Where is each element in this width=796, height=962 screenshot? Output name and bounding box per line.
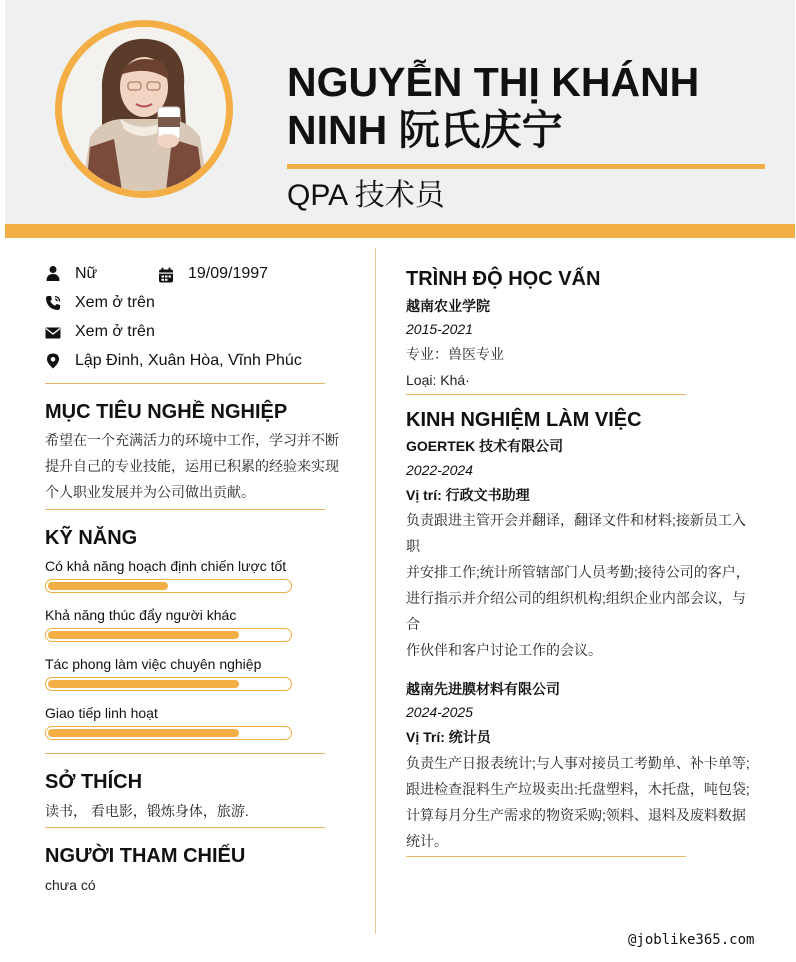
candidate-name: NGUYỄN THỊ KHÁNH NINH 阮氏庆宁 <box>287 59 700 153</box>
section-divider <box>45 753 325 754</box>
profile-photo-illustration <box>62 27 226 191</box>
job-years: 2024-2025 <box>406 704 473 720</box>
education-grade: Loại: Khá· <box>406 372 470 388</box>
skill-bar <box>45 628 292 642</box>
skill-label: Khả năng thúc đẩy người khác <box>45 607 237 623</box>
hobbies-text: 读书， 看电影，锻炼身体，旅游. <box>45 803 249 819</box>
email-value: Xem ở trên <box>75 323 155 340</box>
job-company: GOERTEK 技术有限公司 <box>406 438 564 454</box>
job-description-line: 计算每月分生产需求的物资采购;领料、退料及废料数据 <box>406 807 746 823</box>
location-pin-icon <box>45 353 61 369</box>
objective-title: MỤC TIÊU NGHỀ NGHIỆP <box>45 401 288 423</box>
objective-line: 个人职业发展并为公司做出贡献。 <box>45 484 255 500</box>
job-description-line: 进行指示并介绍公司的组织机构;组织企业内部会议，与 <box>406 590 746 606</box>
experience-title: KINH NGHIỆM LÀM VIỆC <box>406 409 642 431</box>
section-divider <box>45 827 325 828</box>
section-divider <box>406 394 686 395</box>
education-years: 2015-2021 <box>406 321 473 337</box>
calendar-icon <box>158 267 174 283</box>
job-position <box>406 727 491 747</box>
skill-bar-fill <box>48 631 239 639</box>
references-title: NGƯỜI THAM CHIẾU <box>45 845 246 867</box>
watermark: @joblike365.com <box>628 932 755 948</box>
gender-value: Nữ <box>75 265 98 282</box>
job-description <box>406 750 766 854</box>
section-divider <box>45 509 325 510</box>
job-description-line: 统计。 <box>406 833 448 849</box>
job-description-line: 职 <box>406 538 420 554</box>
objective-line: 提升自己的专业技能，运用已积累的经验来实现 <box>45 458 339 474</box>
education-title: TRÌNH ĐỘ HỌC VẤN <box>406 268 601 290</box>
job-position <box>406 485 530 505</box>
skill-bar <box>45 726 292 740</box>
job-position-label: Vị trí: <box>406 487 442 503</box>
job-description-line: 负责生产日报表统计;与人事对接员工考勤单、补卡单等; <box>406 755 750 771</box>
section-divider <box>45 383 325 384</box>
skill-bar <box>45 579 292 593</box>
job-position-value: 行政文书助理 <box>445 487 530 503</box>
job-title: QPA 技术员 <box>287 179 445 212</box>
user-icon <box>45 265 61 281</box>
job-description-line: 跟进检查混料生产垃圾卖出:托盘塑料，木托盘，吨包袋; <box>406 781 750 797</box>
hobbies-title: SỞ THÍCH <box>45 771 143 793</box>
name-underline <box>287 164 765 169</box>
references-text: chưa có <box>45 877 96 893</box>
education-school: 越南农业学院 <box>406 298 490 314</box>
header-accent-bar <box>5 224 795 238</box>
job-position-value: 统计员 <box>448 729 491 745</box>
job-description-line: 合 <box>406 616 420 632</box>
objective-line: 希望在一个充满活力的环境中工作，学习并不断 <box>45 432 339 448</box>
envelope-icon <box>45 325 61 341</box>
objective-text <box>45 427 365 505</box>
skills-title: KỸ NĂNG <box>45 527 138 549</box>
skill-bar-fill <box>48 582 168 590</box>
profile-photo <box>55 20 233 198</box>
skill-label: Tác phong làm việc chuyên nghiệp <box>45 656 262 672</box>
skill-bar-fill <box>48 729 239 737</box>
phone-icon <box>45 295 61 311</box>
job-years: 2022-2024 <box>406 462 473 478</box>
section-divider <box>406 856 686 857</box>
birthdate-value: 19/09/1997 <box>188 265 269 282</box>
job-company: 越南先进膜材料有限公司 <box>406 681 560 697</box>
address-value: Lập Đinh, Xuân Hòa, Vĩnh Phúc <box>75 352 302 369</box>
job-position-label: Vị Trí: <box>406 729 445 745</box>
job-description-line: 作伙伴和客户讨论工作的会议。 <box>406 642 602 658</box>
phone-value: Xem ở trên <box>75 294 155 311</box>
skill-bar <box>45 677 292 691</box>
job-description-line: 负责跟进主管开会并翻译，翻译文件和材料;接新员工入 <box>406 512 746 528</box>
job-description <box>406 507 766 663</box>
skill-label: Có khả năng hoạch định chiến lược tốt <box>45 558 287 574</box>
education-major: 专业：兽医专业 <box>406 346 504 362</box>
skill-label: Giao tiếp linh hoạt <box>45 705 158 721</box>
skill-bar-fill <box>48 680 239 688</box>
column-divider <box>375 248 376 934</box>
job-description-line: 并安排工作;统计所管辖部门人员考勤;接待公司的客户， <box>406 564 750 580</box>
